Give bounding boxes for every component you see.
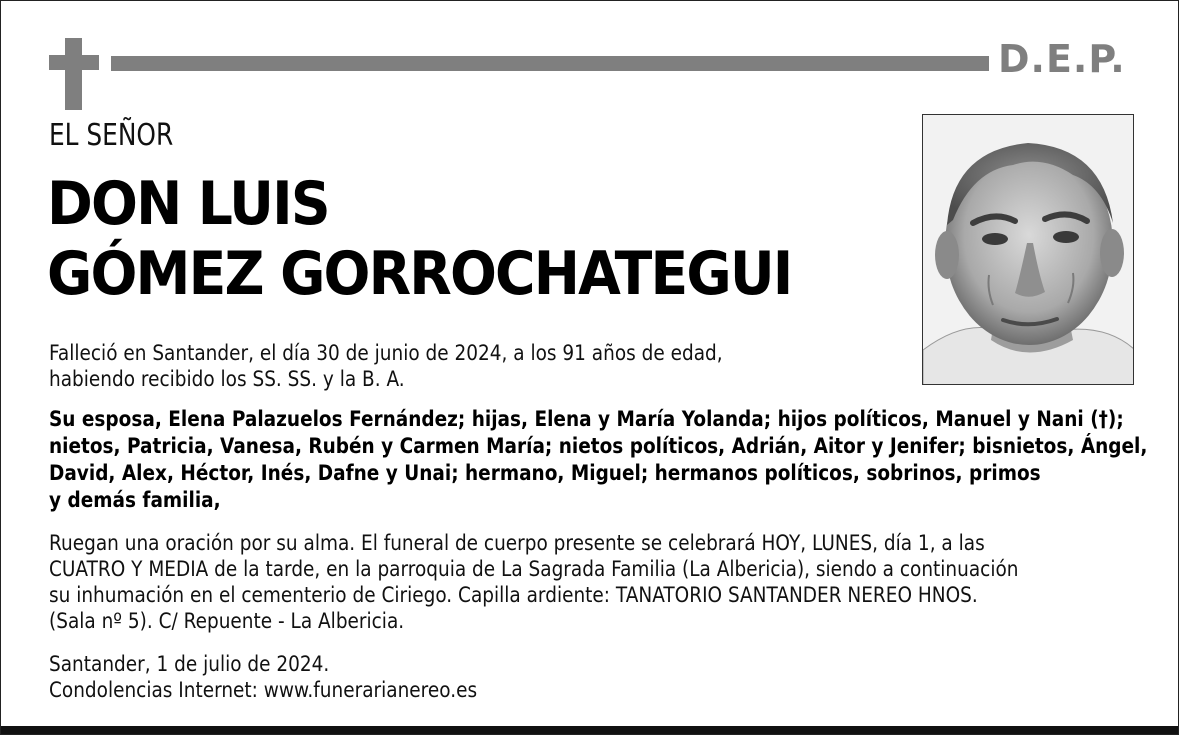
family-line-2: nietos, Patricia, Vanesa, Rubén y Carmen María; nietos políticos, Adrián, Aitor y Jenifer; bisnietos, Ángel,: [49, 434, 1148, 458]
bottom-rule: [1, 726, 1178, 734]
footer: [49, 651, 477, 703]
death-notice-line-2: habiendo recibido los SS. SS. y la B. A.: [49, 367, 405, 391]
funeral-details: [49, 530, 1018, 634]
header-rule: [111, 56, 989, 71]
place-date: Santander, 1 de julio de 2024.: [49, 652, 330, 676]
funeral-line-2: CUATRO Y MEDIA de la tarde, en la parroquia de La Sagrada Familia (La Albericia), siendo a continuación: [49, 557, 1019, 581]
death-notice-line-1: Falleció en Santander, el día 30 de junio de 2024, a los 91 años de edad,: [49, 341, 723, 365]
dep-label: D.E.P.: [998, 37, 1126, 81]
name-line-2: GÓMEZ GORROCHATEGUI: [47, 239, 792, 309]
family-line-3: David, Alex, Héctor, Inés, Dafne y Unai; hermano, Miguel; hermanos políticos, sobrinos, primos: [49, 461, 1041, 485]
condolences-link: Condolencias Internet: www.funerarianereo.es: [49, 678, 478, 702]
honorific: EL SEÑOR: [49, 118, 174, 153]
portrait-photo: [922, 114, 1134, 385]
funeral-line-1: Ruegan una oración por su alma. El funeral de cuerpo presente se celebrará HOY, LUNES, día 1, a las: [49, 531, 985, 555]
family-line-4: y demás familia,: [49, 488, 221, 512]
death-notice: [49, 340, 723, 392]
family-line-1: Su esposa, Elena Palazuelos Fernández; hijas, Elena y María Yolanda; hijos políticos, Manuel y Nani (†);: [49, 407, 1124, 431]
funeral-line-4: (Sala nº 5). C/ Repuente - La Albericia.: [49, 609, 405, 633]
family-list: [49, 406, 1147, 514]
portrait-illustration: [923, 115, 1134, 385]
latin-cross-icon: [49, 38, 99, 110]
deceased-name: [47, 169, 792, 309]
name-line-1: DON LUIS: [47, 169, 329, 239]
funeral-line-3: su inhumación en el cementerio de Ciriego. Capilla ardiente: TANATORIO SANTANDER NEREO HNOS.: [49, 583, 978, 607]
